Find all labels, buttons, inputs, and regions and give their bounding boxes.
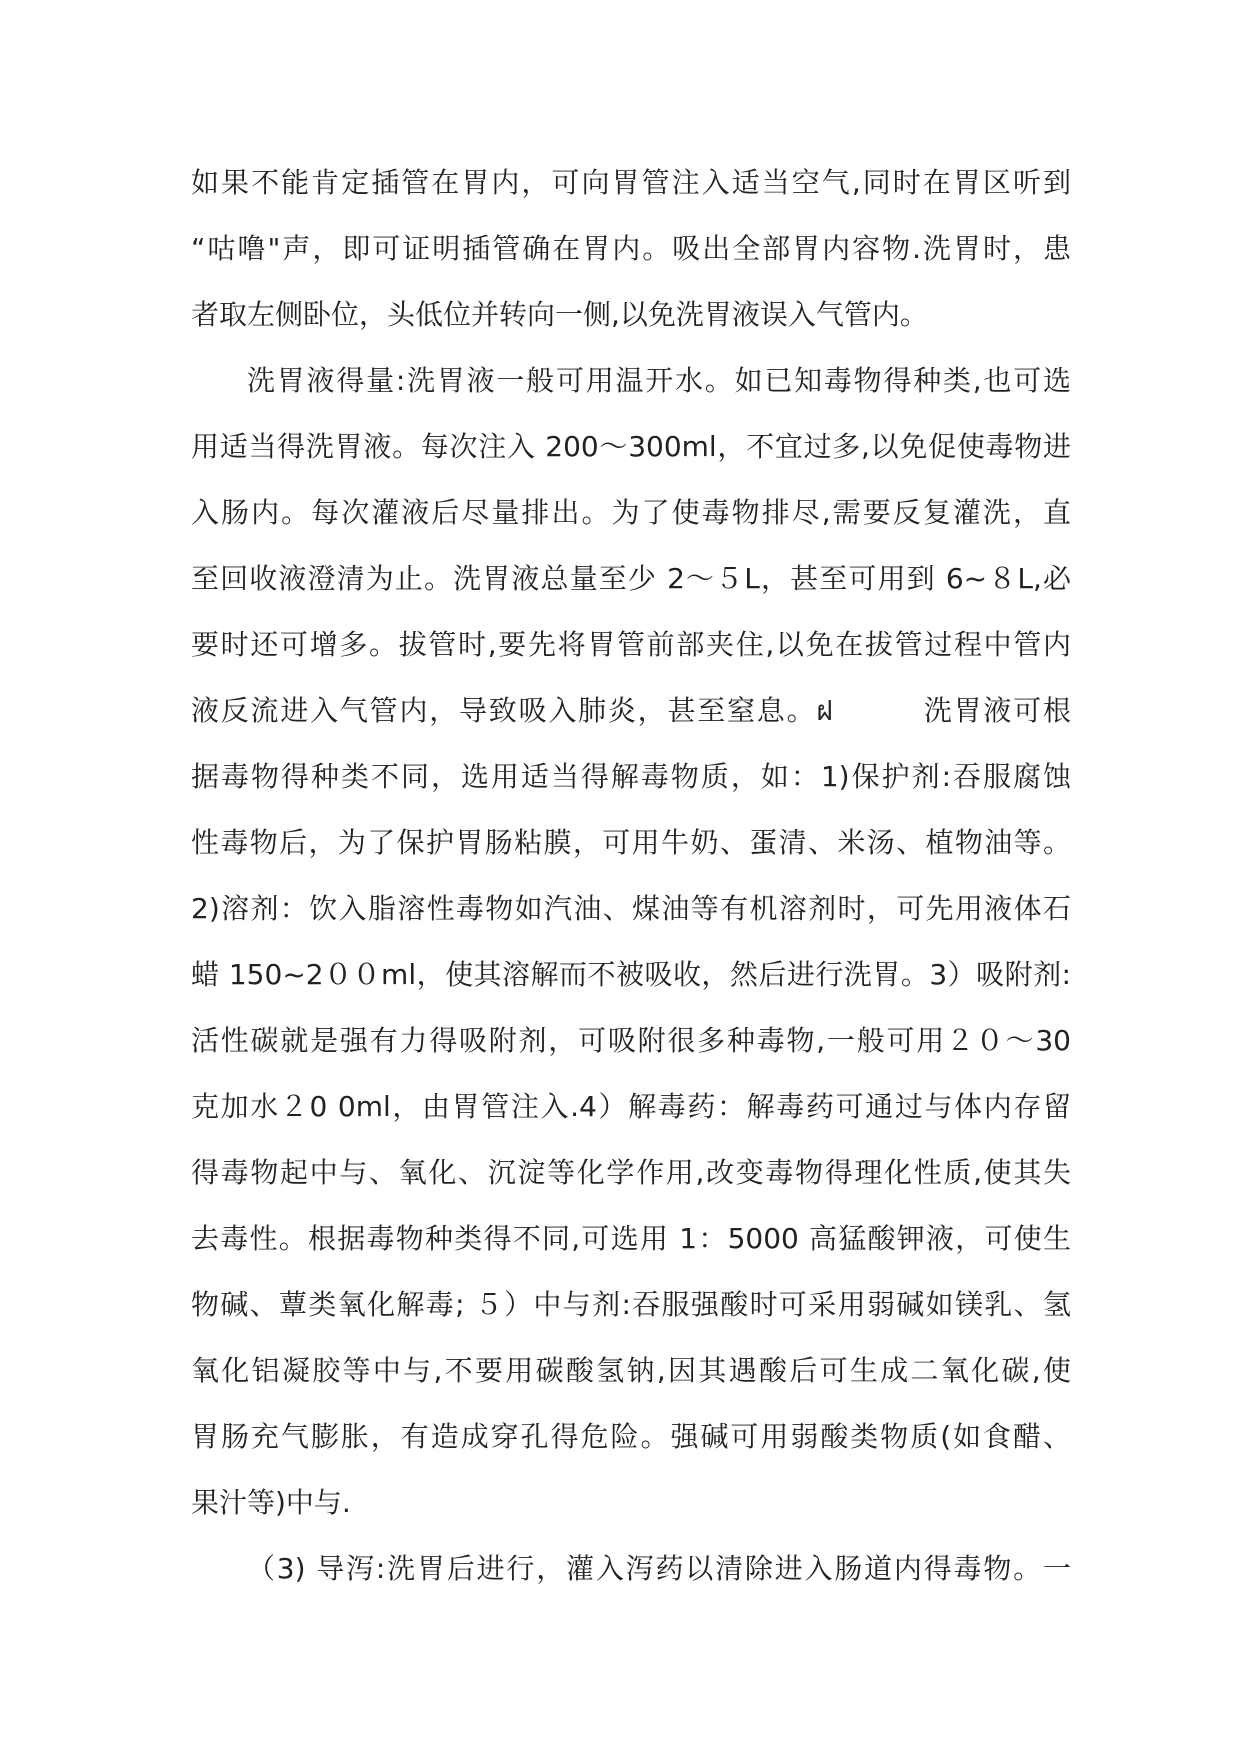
paragraph-2-line-14: 去毒性。根据毒物种类得不同,可选用 1：5000 高猛酸钾液，可使生 [191,1222,1071,1255]
paragraph-2-line-5: 要时还可增多。拔管时,要先将胃管前部夹住,以免在拔管过程中管内 [191,628,1071,661]
paragraph-2-line-7: 据毒物得种类不同，选用适当得解毒物质，如：1)保护剂:吞服腐蚀 [191,760,1071,793]
paragraph-2-line-8: 性毒物后，为了保护胃肠粘膜，可用牛奶、蛋清、米汤、植物油等。 [191,826,1071,859]
paragraph-2-line-4: 至回收液澄清为止。洗胃液总量至少 2～５L，甚至可用到 6~８L,必 [191,562,1071,595]
paragraph-1-line-1: 如果不能肯定插管在胃内，可向胃管注入适当空气,同时在胃区听到 [191,166,1071,199]
paragraph-1-line-2: “咕噜"声，即可证明插管确在胃内。吸出全部胃内容物.洗胃时，患 [191,232,1071,265]
paragraph-2-line-16: 氧化铝凝胶等中与,不要用碳酸氢钠,因其遇酸后可生成二氧化碳,使 [191,1354,1071,1387]
paragraph-2-line-9: 2)溶剂：饮入脂溶性毒物如汽油、煤油等有机溶剂时，可先用液体石 [191,892,1071,925]
paragraph-2-line-15: 物碱、蕈类氧化解毒; ５）中与剂:吞服强酸时可采用弱碱如镁乳、氢 [191,1288,1071,1321]
paragraph-1-line-3: 者取左侧卧位，头低位并转向一侧,以免洗胃液误入气管内。 [191,298,928,331]
paragraph-2-line-17: 胃肠充气膨胀，有造成穿孔得危险。强碱可用弱酸类物质(如食醋、 [191,1420,1071,1453]
paragraph-2-line-3: 入肠内。每次灌液后尽量排出。为了使毒物排尽,需要反复灌洗，直 [191,496,1071,529]
paragraph-2-line-11: 活性碳就是强有力得吸附剂，可吸附很多种毒物,一般可用２０～30 [191,1024,1071,1057]
paragraph-2-line-6: 液反流进入气管内，导致吸入肺炎，甚至窒息。ฝ 洗胃液可根 [191,694,1071,727]
paragraph-3-line-1: （3) 导泻:洗胃后进行，灌入泻药以清除进入肠道内得毒物。一 [247,1552,1071,1585]
paragraph-2-line-2: 用适当得洗胃液。每次注入 200～300ml，不宜过多,以免促使毒物进 [191,430,1071,463]
paragraph-2-line-12: 克加水２0 0ml，由胃管注入.4）解毒药：解毒药可通过与体内存留 [191,1090,1071,1123]
paragraph-2-line-1: 洗胃液得量:洗胃液一般可用温开水。如已知毒物得种类,也可选 [247,364,1071,397]
paragraph-2-line-13: 得毒物起中与、氧化、沉淀等化学作用,改变毒物得理化性质,使其失 [191,1156,1071,1189]
paragraph-2-line-18: 果汁等)中与. [191,1486,351,1519]
paragraph-2-line-10: 蜡 150~2００ml，使其溶解而不被吸收，然后进行洗胃。3）吸附剂: [191,958,1071,991]
